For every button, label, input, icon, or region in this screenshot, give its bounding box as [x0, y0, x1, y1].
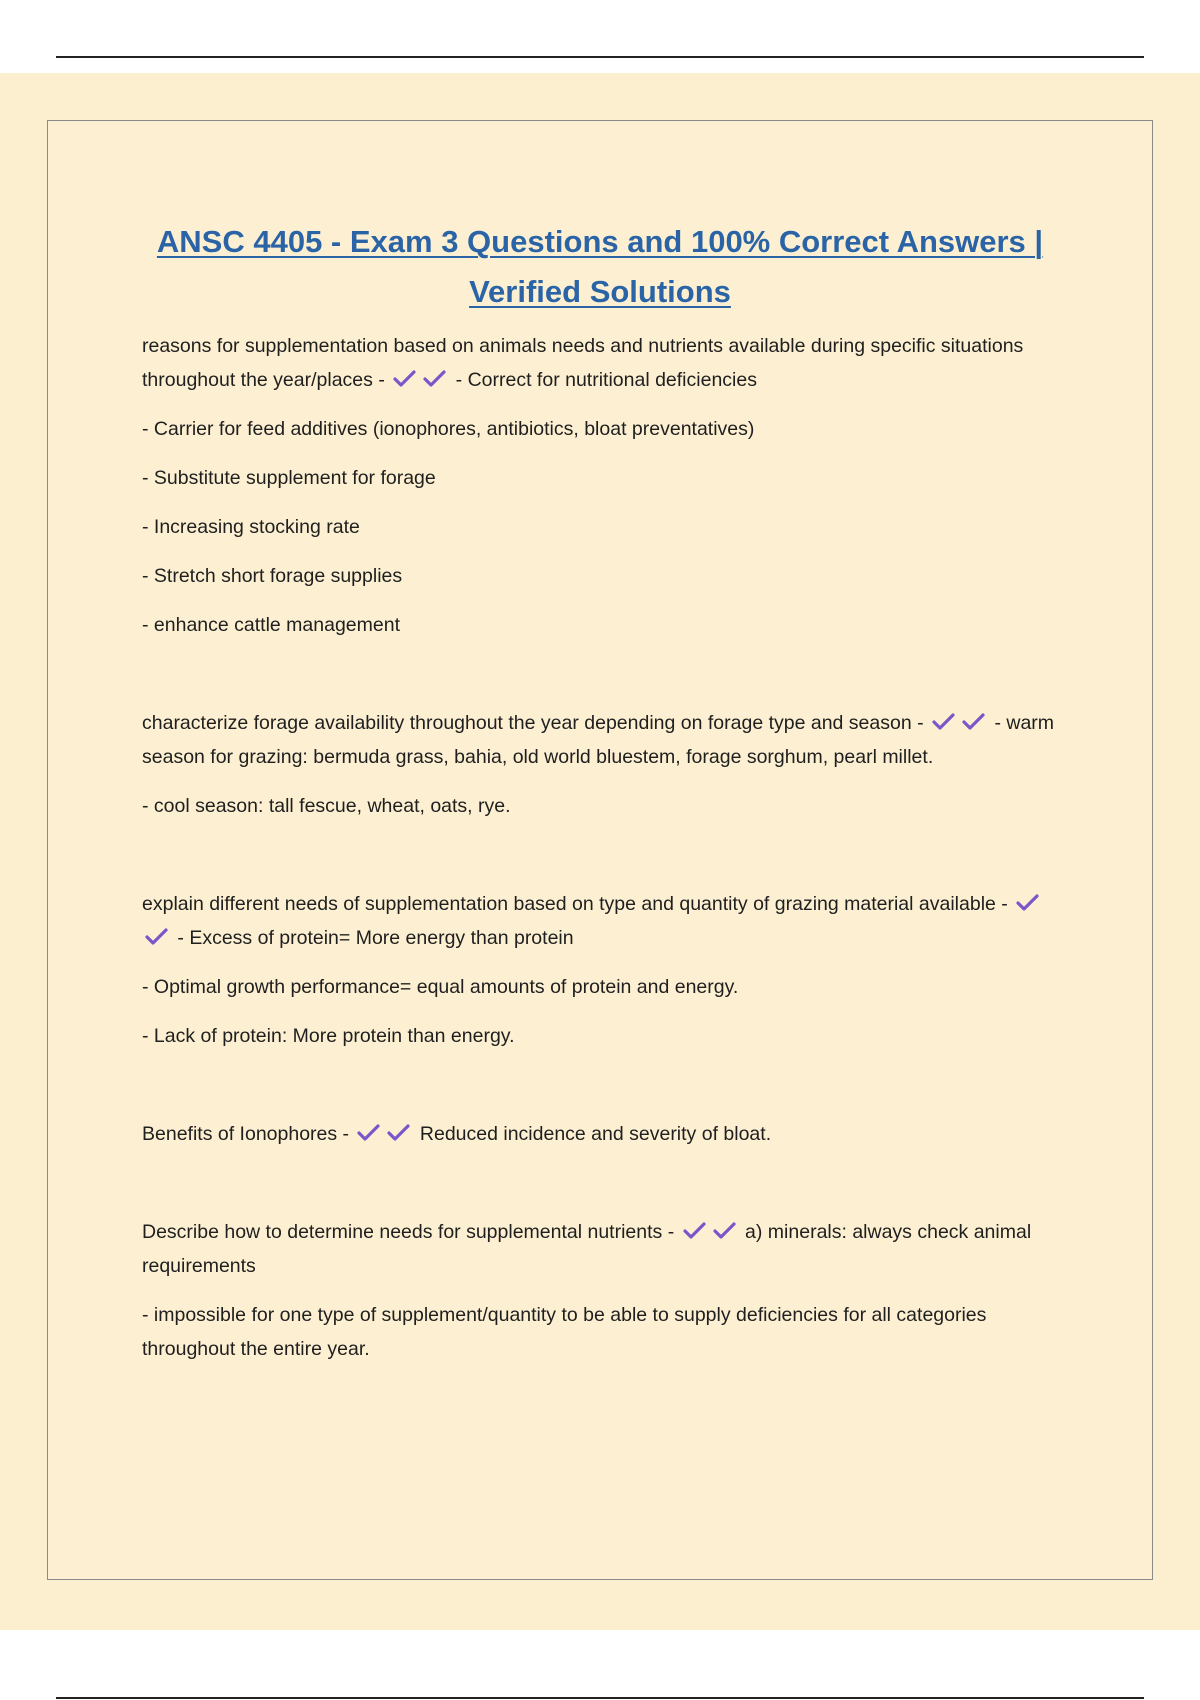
- question-text: Benefits of Ionophores -: [142, 1123, 350, 1145]
- answer-text: - Correct for nutritional deficiencies: [455, 369, 757, 391]
- question-text: characterize forage availability throughout the year depending on forage type and season -: [142, 712, 924, 734]
- qa-item: [142, 1117, 1072, 1151]
- checkmark-icon: [356, 1123, 382, 1143]
- title-line-2: Verified Solutions: [469, 274, 731, 309]
- answer-bullet: - Optimal growth performance= equal amounts of protein and energy.: [142, 976, 739, 998]
- answer-text: - Excess of protein= More energy than protein: [177, 927, 574, 949]
- checkmark-icon: [392, 369, 418, 389]
- answer-bullet: - Lack of protein: More protein than energy.: [142, 1025, 515, 1047]
- qa-content: [142, 329, 1072, 1381]
- question-text: explain different needs of supplementation based on type and quantity of grazing material available -: [142, 893, 1008, 915]
- title-line-1: ANSC 4405 - Exam 3 Questions and 100% Correct Answers |: [156, 224, 1044, 259]
- qa-item: [142, 1215, 1072, 1283]
- answer-bullet: - impossible for one type of supplement/quantity to be able to supply deficiencies for all categories throughout the entire year.: [142, 1304, 987, 1360]
- answer-bullet: - Carrier for feed additives (ionophores, antibiotics, bloat preventatives): [142, 418, 755, 440]
- checkmark-icon: [931, 712, 957, 732]
- answer-bullet: - Substitute supplement for forage: [142, 467, 436, 489]
- document-frame: [47, 120, 1153, 1580]
- answer-text: a) minerals: always check animal requirements: [142, 1221, 1032, 1277]
- answer-bullet: - Stretch short forage supplies: [142, 565, 403, 587]
- checkmark-icon: [712, 1221, 738, 1241]
- checkmark-icon: [1015, 893, 1041, 913]
- answer-bullet: - cool season: tall fescue, wheat, oats, rye.: [142, 795, 511, 817]
- checkmark-icon: [144, 927, 170, 947]
- qa-item: [142, 887, 1072, 955]
- question-text: Describe how to determine needs for supplemental nutrients -: [142, 1221, 675, 1243]
- checkmark-icon: [386, 1123, 412, 1143]
- question-text: reasons for supplementation based on animals needs and nutrients available during specific situations throughout the year/places -: [142, 335, 1024, 391]
- qa-item: [142, 706, 1072, 774]
- document-title: [108, 217, 1092, 317]
- answer-text: Reduced incidence and severity of bloat.: [419, 1123, 772, 1145]
- answer-text: - warm season for grazing: bermuda grass, bahia, old world bluestem, forage sorghum, pearl millet.: [142, 712, 1055, 768]
- answer-bullet: - Increasing stocking rate: [142, 516, 360, 538]
- answer-bullet: - enhance cattle management: [142, 614, 400, 636]
- qa-item: [142, 329, 1072, 397]
- checkmark-icon: [422, 369, 448, 389]
- checkmark-icon: [961, 712, 987, 732]
- bottom-rule: [56, 1697, 1144, 1699]
- checkmark-icon: [682, 1221, 708, 1241]
- top-rule: [56, 56, 1144, 58]
